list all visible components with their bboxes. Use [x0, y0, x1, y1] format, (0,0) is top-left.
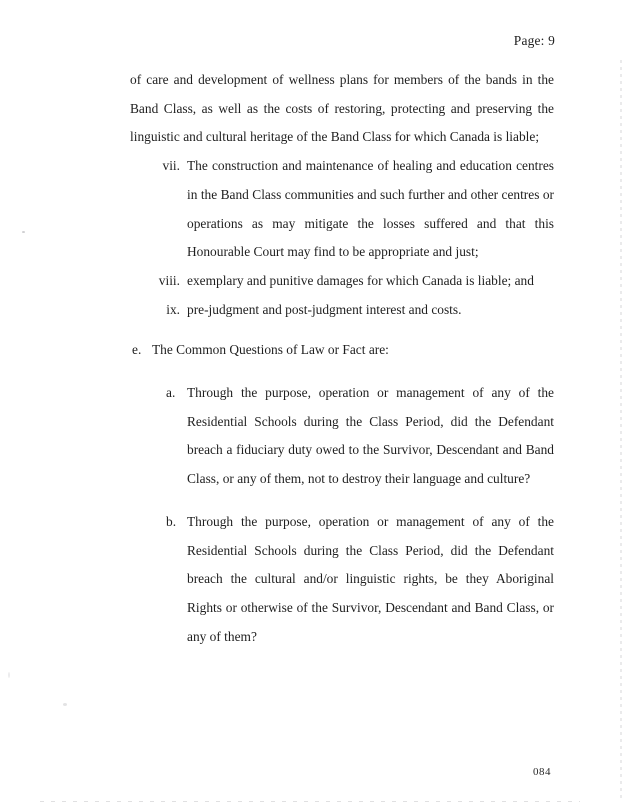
question-item-a [130, 379, 554, 494]
list-marker: viii. [158, 272, 180, 288]
list-marker: e. [132, 342, 142, 358]
page-header: Page: 9 [513, 33, 555, 48]
list-item-viii [130, 267, 554, 296]
list-item-text: pre-judgment and post-judgment interest and costs. [187, 301, 462, 317]
list-item-text: The construction and maintenance of healing and education centres in the Band Class communities and such further and other centres or operations as may mitigate the losses suffered and that this Honourable Court may find to be appropriate and just; [187, 158, 554, 260]
scan-speck [8, 672, 10, 678]
list-marker: a. [166, 385, 176, 401]
continuation-paragraph: of care and development of wellness plans for members of the bands in the Band Class, as well as the costs of restoring, protecting and preserving the linguistic and cultural heritage of the Band Class for which Canada is liable; [130, 72, 554, 145]
list-item-e [130, 336, 554, 365]
question-item-b [130, 508, 554, 652]
list-marker: ix. [166, 301, 180, 317]
list-item-ix [130, 296, 554, 325]
list-item-vii [130, 152, 554, 267]
list-item-text: exemplary and punitive damages for which Canada is liable; and [187, 272, 534, 288]
list-item-text: The Common Questions of Law or Fact are: [152, 342, 389, 358]
question-text: Through the purpose, operation or management of any of the Residential Schools during the Class Period, did the Defendant breach a fiduciary duty owed to the Survivor, Descendant and Band Class, or any of them, not to destroy their language and culture? [187, 385, 554, 487]
scan-speck [22, 231, 25, 233]
bates-number: 084 [533, 766, 551, 778]
scan-speck [63, 703, 67, 706]
scan-noise-right-edge [620, 60, 622, 800]
question-text: Through the purpose, operation or management of any of the Residential Schools during the Class Period, did the Defendant breach the cultural and/or linguistic rights, be they Aboriginal Rights or otherwise of the Survivor, Descendant and Band Class, or any of them? [187, 513, 554, 644]
scan-noise-bottom-edge [40, 801, 580, 802]
list-marker: vii. [162, 158, 180, 174]
document-body [130, 66, 554, 651]
list-marker: b. [166, 513, 177, 529]
